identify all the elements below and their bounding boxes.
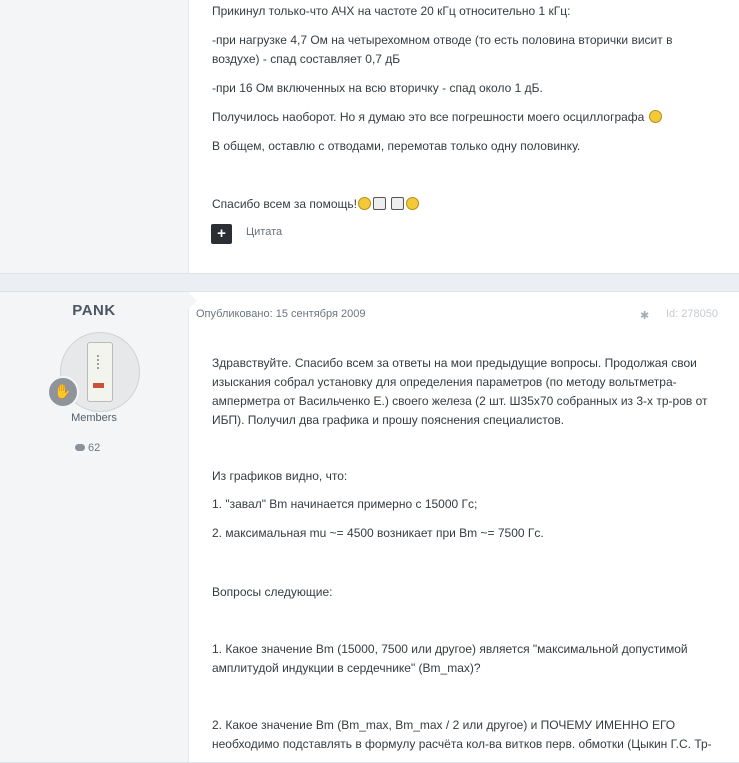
post-2-paragraph-3: 1. "завал" Bm начинается примерно с 15000 Гс; — [212, 497, 478, 511]
comment-icon — [75, 444, 85, 451]
smiley-icon — [391, 197, 404, 210]
post-1-line-4: Получилось наоборот. Но я думаю это все погрешности моего осциллографа — [212, 108, 663, 127]
smiley-icon — [406, 197, 419, 210]
post-2-paragraph-1: Здравствуйте. Спасибо всем за ответы на мои предыдущие вопросы. Продолжая свои изыскания собрал установку для определения параметров (по методу вольтметра-амперметра от Васильченко Е.) своего железа (2 шт. Ш35х70 собранных из 3-х тр-ров от ИБП). Получил два графика и прошу пояснения специалистов. — [212, 356, 708, 427]
smiley-icon — [649, 110, 662, 123]
published-date[interactable]: Опубликовано: 15 сентября 2009 — [196, 308, 366, 320]
post-1-line-5: В общем, оставлю с отводами, перемотав только одну половинку. — [212, 139, 581, 153]
post-2-paragraph-5: Вопросы следующие: — [212, 585, 333, 599]
member-group: Members — [71, 412, 117, 424]
plus-icon[interactable]: + — [211, 224, 232, 244]
quote-button[interactable]: Цитата — [246, 226, 283, 238]
post-id[interactable]: Id: 278050 — [666, 308, 718, 320]
post-1-line-6: Спасибо всем за помощь! — [212, 195, 420, 214]
post-2-paragraph-6: 1. Какое значение Bm (15000, 7500 или другое) является "максимальной допустимой амплитудой индукции в сердечнике" (Bm_max)? — [212, 642, 688, 675]
rank-badge-icon: ✋ — [47, 376, 79, 408]
post-2 — [0, 291, 739, 763]
post-1-line-2: -при нагрузке 4,7 Ом на четырехомном отводе (то есть половина вторички висит в воздухе) - спад составляет 0,7 дБ — [212, 33, 673, 66]
post-1 — [0, 0, 739, 274]
post-2-author-column — [0, 292, 189, 762]
post-1-author-column — [0, 0, 189, 273]
post-1-line-3: -при 16 Ом включенных на всю вторичку - спад около 1 дБ. — [212, 81, 543, 95]
avatar-ups — [87, 342, 113, 402]
post-2-paragraph-2: Из графиков видно, что: — [212, 469, 348, 483]
post-2-paragraph-4: 2. максимальная mu ~= 4500 возникает при Bm ~= 7500 Гс. — [212, 526, 544, 540]
share-icon[interactable]: ✱ — [640, 310, 650, 322]
smiley-icon — [358, 197, 371, 210]
post-1-line-1: Прикинул только-что АЧХ на частоте 20 кГц относительно 1 кГц: — [212, 4, 571, 18]
author-name[interactable]: PANK — [72, 302, 116, 319]
post-count: 62 — [75, 442, 100, 454]
smiley-icon — [373, 197, 386, 210]
post-2-paragraph-7: 2. Какое значение Bm (Bm_max, Bm_max / 2 или другое) и ПОЧЕМУ ИМЕННО ЕГО необходимо подставлять в формулу расчёта кол-ва витков перв. обмотки (Цыкин Г.С. Тр- — [212, 718, 712, 751]
